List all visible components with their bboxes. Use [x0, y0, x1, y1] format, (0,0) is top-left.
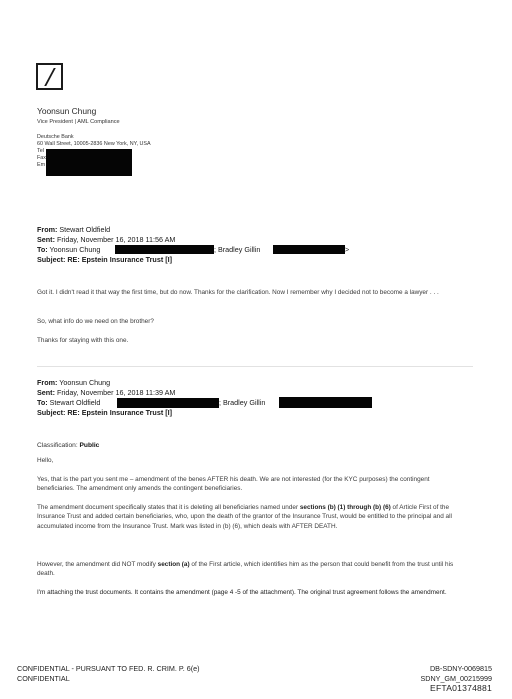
signature-address: 60 Wall Street, 10005-2836 New York, NY, USA [37, 141, 151, 147]
email2-paragraph: I'm attaching the trust documents. It contains the amendment (page 4 -5 of the attachment). The original trust agreement follows the amendment. [37, 589, 447, 596]
footer-bates-db: DB-SDNY-0069815 [429, 664, 492, 673]
email2-to-cc: ; Bradley Gillin [219, 398, 266, 407]
signature-name: Yoonsun Chung [37, 106, 97, 116]
classification: Classification: Public [37, 442, 100, 449]
email1-paragraph: So, what info do we need on the brother? [37, 318, 154, 325]
logo-slash [44, 68, 56, 86]
redaction-block [117, 398, 219, 408]
divider [37, 366, 473, 367]
redaction-block [273, 245, 345, 254]
email1-to: To: Yoonsun Chung [37, 245, 101, 254]
footer-bates-efta: EFTA01374881 [430, 683, 492, 693]
email1-to-cc: ; Bradley Gillin [214, 245, 261, 254]
footer-confidential-notice: CONFIDENTIAL - PURSUANT TO FED. R. CRIM. P. 6(e) [17, 664, 200, 673]
email1-subject: Subject: RE: Epstein Insurance Trust [I] [37, 255, 172, 264]
email2-sent: Sent: Friday, November 16, 2018 11:39 AM [37, 388, 176, 397]
email2-subject: Subject: RE: Epstein Insurance Trust [I] [37, 408, 172, 417]
redaction-block [46, 149, 132, 176]
signature-fax-label: Fax [37, 155, 46, 161]
email1-paragraph: Thanks for staying with this one. [37, 337, 129, 344]
email1-sent: Sent: Friday, November 16, 2018 11:56 AM [37, 235, 176, 244]
email2-to: To: Stewart Oldfield [37, 398, 101, 407]
email2-from: From: Yoonsun Chung [37, 378, 111, 387]
deutsche-bank-logo-icon [36, 63, 63, 90]
email1-paragraph: Got it. I didn't read it that way the first time, but do now. Thanks for the clarification. Now I remember why I decided not to become a lawyer . . . [37, 289, 439, 296]
email1-from: From: Stewart Oldfield [37, 225, 111, 234]
email2-paragraph: The amendment document specifically states that it is deleting all beneficiaries named under sections (b) (1) through (b) (6) of Article First of the Insurance Trust and added certain beneficiaries, who, upon the death of the grantor of the Insurance Trust, would be entitled to the principal and all accumulated income from the Insurance Trust. Mark was listed in (b) (6), which deals with AFTER DEATH. [37, 504, 452, 530]
greeting: Hello, [37, 457, 54, 464]
signature-email-label: Em [37, 162, 46, 168]
signature-company: Deutsche Bank [37, 134, 74, 140]
footer-confidential: CONFIDENTIAL [17, 674, 70, 683]
signature-title: Vice President | AML Compliance [37, 119, 120, 125]
redaction-block [115, 245, 214, 254]
email2-paragraph: Yes, that is the part you sent me – amendment of the benes AFTER his death. We are not interested (for the KYC purposes) the contingent beneficiaries. The amendment only amends the contingent beneficiaries. [37, 476, 430, 493]
email2-paragraph: However, the amendment did NOT modify section (a) of the First article, which identifies him as the person that could benefit from the trust until his death. [37, 561, 454, 578]
footer-bates-sdny: SDNY_GM_00215999 [420, 674, 492, 683]
redaction-block [279, 397, 372, 408]
email1-to-end: > [345, 245, 350, 254]
signature-tel-label: Tel [37, 148, 44, 154]
